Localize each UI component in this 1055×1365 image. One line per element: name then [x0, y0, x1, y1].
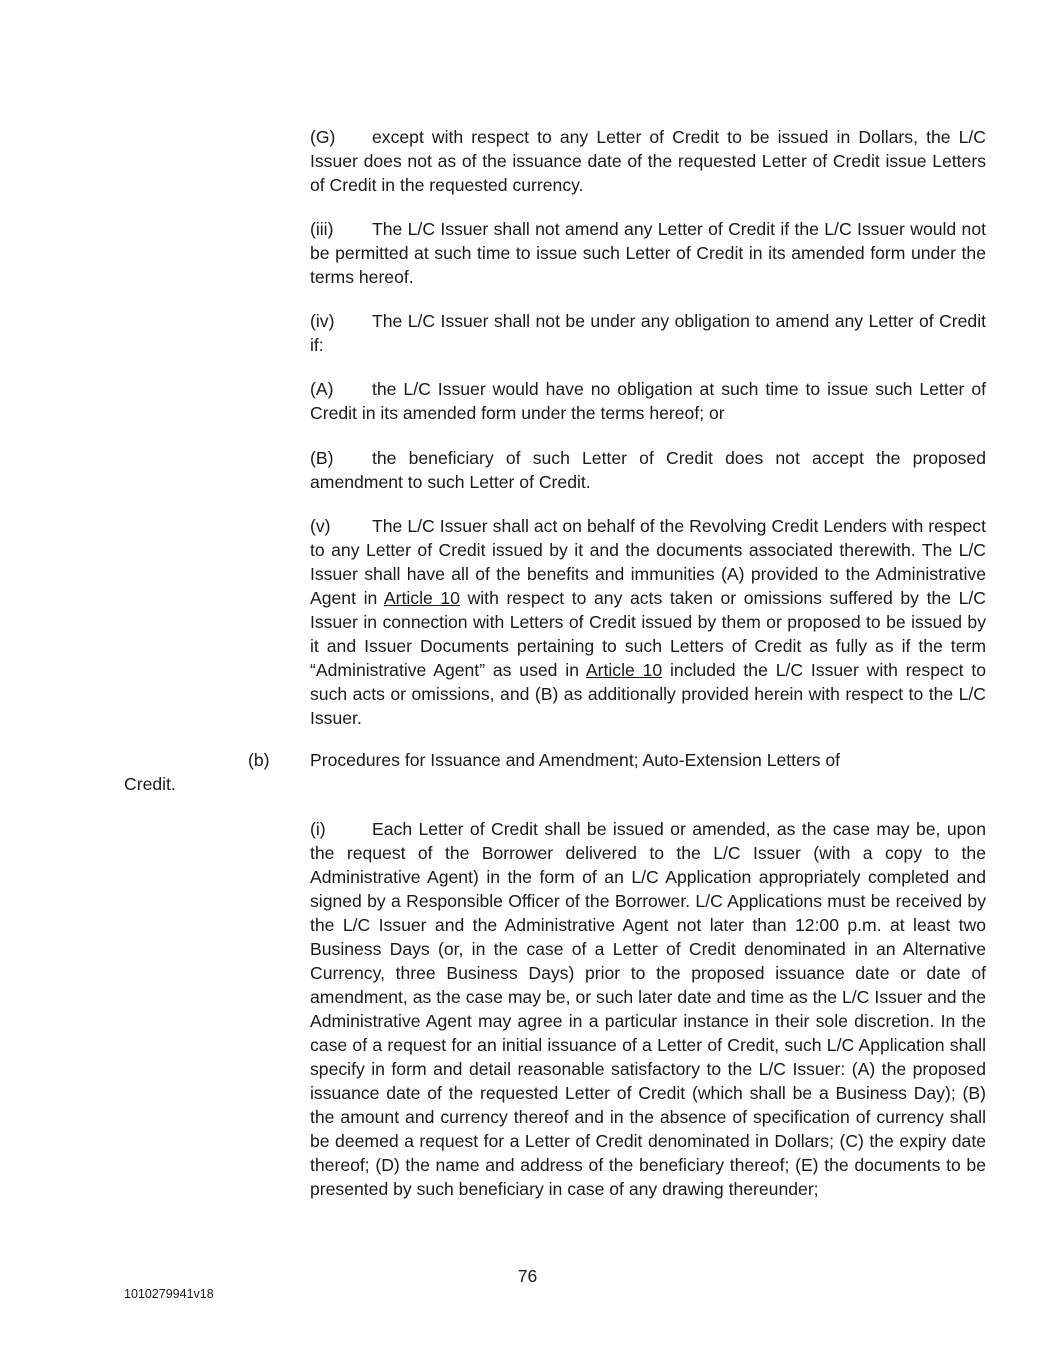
section-heading-continuation: Credit.	[124, 774, 176, 794]
paragraph-v	[248, 514, 986, 730]
paragraph-text: The L/C Issuer shall not amend any Letter of Credit if the L/C Issuer would not be permitted at such time to issue such Letter of Credit in its amended form under the terms hereof.	[310, 219, 986, 287]
paragraph-text: The L/C Issuer shall not be under any obligation to amend any Letter of Credit if:	[310, 311, 986, 355]
paragraph-marker: (iii)	[310, 219, 334, 239]
section-heading-text: Procedures for Issuance and Amendment; Auto-Extension Letters of	[310, 750, 841, 770]
paragraph-iv	[248, 309, 986, 357]
paragraph-marker: (G)	[310, 127, 336, 147]
paragraph-g	[248, 125, 986, 197]
paragraph-marker: (A)	[310, 379, 334, 399]
paragraph-marker: (v)	[310, 516, 331, 536]
section-heading-b	[248, 748, 924, 772]
paragraph-text: the beneficiary of such Letter of Credit does not accept the proposed amendment to such Letter of Credit.	[310, 448, 986, 492]
paragraph-marker: (i)	[310, 819, 326, 839]
paragraph-marker: (iv)	[310, 311, 335, 331]
section-marker: (b)	[248, 750, 270, 770]
paragraph-text: included the L/C Issuer with respect to such acts or omissions, and (B) as additionally provided herein with respect to the L/C Issuer.	[310, 660, 986, 728]
paragraph-text: Each Letter of Credit shall be issued or amended, as the case may be, upon the request of the Borrower delivered to the L/C Issuer (with a copy to the Administrative Agent) in the form of an L/C Application appropriately completed and signed by a Responsible Officer of the Borrower. L/C Applications must be received by the L/C Issuer and the Administrative Agent not later than 12:00 p.m. at least two Business Days (or, in the case of a Letter of Credit denominated in an Alternative Currency, three Business Days) prior to the proposed issuance date or date of amendment, as the case may be, or such later date and time as the L/C Issuer and the Administrative Agent may agree in a particular instance in their sole discretion. In the case of a request for an initial issuance of a Letter of Credit, such L/C Application shall specify in form and detail reasonable satisfactory to the L/C Issuer: (A) the proposed issuance date of the requested Letter of Credit (which shall be a Business Day); (B) the amount and currency thereof and in the absence of specification of currency shall be deemed a request for a Letter of Credit denominated in Dollars; (C) the expiry date thereof; (D) the name and address of the beneficiary thereof; (E) the documents to be presented by such beneficiary in case of any drawing thereunder;	[310, 819, 986, 1199]
page-number: 76	[517, 1266, 538, 1286]
article-10-link[interactable]: Article 10	[585, 660, 663, 680]
article-10-link[interactable]: Article 10	[383, 588, 460, 608]
paragraph-b	[248, 446, 986, 494]
paragraph-text: with respect to any acts taken or omissions suffered by the L/C Issuer in connection with Letters of Credit issued by them or proposed to be issued by it and Issuer Documents pertaining to such Letters of Credit as fully as if the term “Administrative Agent” as used in	[310, 588, 986, 680]
paragraph-i	[248, 817, 986, 1201]
document-id: 1010279941v18	[124, 1287, 214, 1301]
paragraph-a	[248, 377, 986, 425]
paragraph-text: The L/C Issuer shall act on behalf of the Revolving Credit Lenders with respect to any Letter of Credit issued by it and the documents associated therewith. The L/C Issuer shall have all of the benefits and immunities (A) provided to the Administrative Agent in	[310, 516, 986, 608]
paragraph-text: the L/C Issuer would have no obligation at such time to issue such Letter of Credit in its amended form under the terms hereof; or	[310, 379, 986, 423]
paragraph-marker: (B)	[310, 448, 334, 468]
paragraph-text: except with respect to any Letter of Credit to be issued in Dollars, the L/C Issuer does not as of the issuance date of the requested Letter of Credit issue Letters of Credit in the requested currency.	[310, 127, 986, 195]
paragraph-iii	[248, 217, 986, 289]
